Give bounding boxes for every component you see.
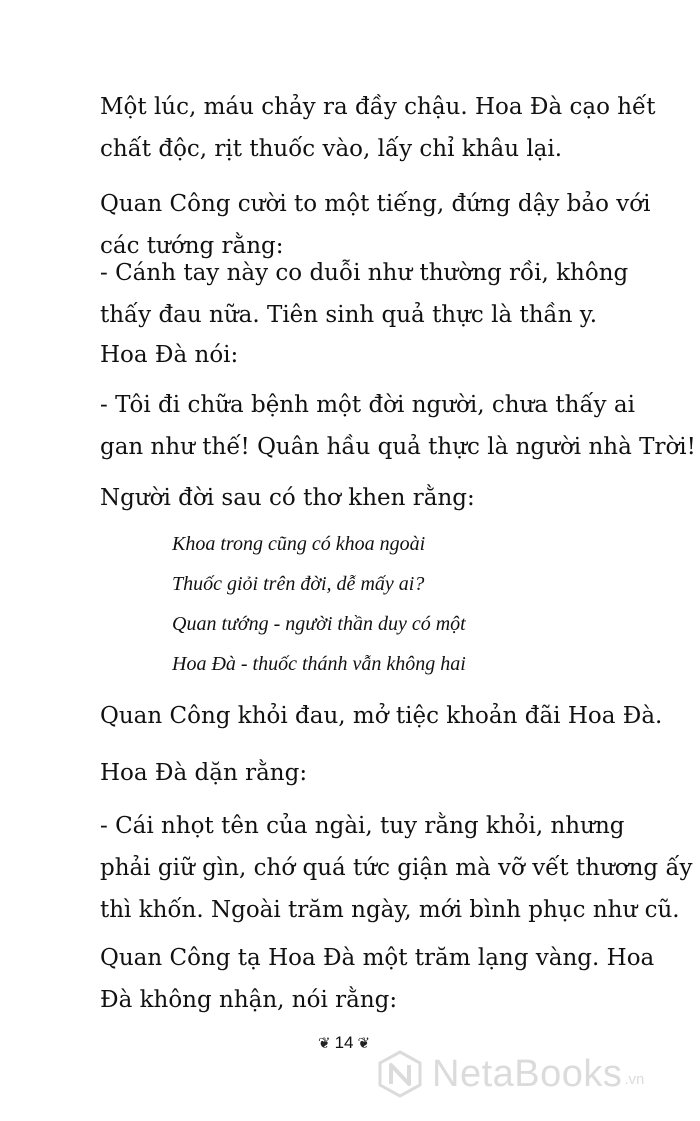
text-line: gan như thế! Quân hầu quả thực là người nhà Trời! [100,434,696,460]
text-line: - Cái nhọt tên của ngài, tuy rằng khỏi, nhưng [100,813,625,839]
paragraph-1 [100,86,660,170]
text-line: - Cánh tay này co duỗi như thường rồi, không [100,260,629,286]
text-line: Một lúc, máu chảy ra đầy chậu. Hoa Đà cạo hết [100,94,656,120]
poem-line: Thuốc giỏi trên đời, dễ mấy ai? [172,573,425,595]
poem-line: Hoa Đà - thuốc thánh vẫn không hai [172,653,466,675]
page-number [318,1033,370,1053]
leaf-ornament-icon: ❦ [318,1035,331,1052]
poem-line: Quan tướng - người thần duy có một [172,613,466,635]
paragraph-8 [100,752,660,794]
text-line: Quan Công khỏi đau, mở tiệc khoản đãi Hoa Đà. [100,703,663,729]
watermark [376,1050,644,1098]
text-line: các tướng rằng: [100,233,284,259]
text-line: Người đời sau có thơ khen rằng: [100,485,475,511]
page-number-text: 14 [334,1033,354,1052]
poem-line: Khoa trong cũng có khoa ngoài [172,533,426,555]
text-line: thấy đau nữa. Tiên sinh quả thực là thần y. [100,302,598,328]
paragraph-5 [100,384,696,468]
text-line: - Tôi đi chữa bệnh một đời người, chưa thấy ai [100,392,635,418]
poem [172,524,652,684]
leaf-ornament-icon: ❦ [357,1035,371,1052]
watermark-brand: NetaBooks [432,1052,623,1095]
text-line: Hoa Đà nói: [100,342,239,368]
text-line: phải giữ gìn, chớ quá tức giận mà vỡ vết thương ấy [100,855,693,881]
text-line: Quan Công cười to một tiếng, đứng dậy bảo với [100,191,651,217]
paragraph-9 [100,805,693,931]
text-line: Đà không nhận, nói rằng: [100,987,398,1013]
paragraph-6 [100,477,660,519]
paragraph-7 [100,695,663,737]
paragraph-4 [100,334,660,376]
paragraph-10 [100,937,660,1021]
text-line: Quan Công tạ Hoa Đà một trăm lạng vàng. Hoa [100,945,655,971]
netabooks-logo-icon [376,1050,424,1098]
text-line: chất độc, rịt thuốc vào, lấy chỉ khâu lại. [100,136,563,162]
text-line: Hoa Đà dặn rằng: [100,760,308,786]
paragraph-3 [100,252,660,336]
watermark-suffix: .vn [624,1070,645,1088]
text-line: thì khốn. Ngoài trăm ngày, mới bình phục như cũ. [100,897,680,923]
